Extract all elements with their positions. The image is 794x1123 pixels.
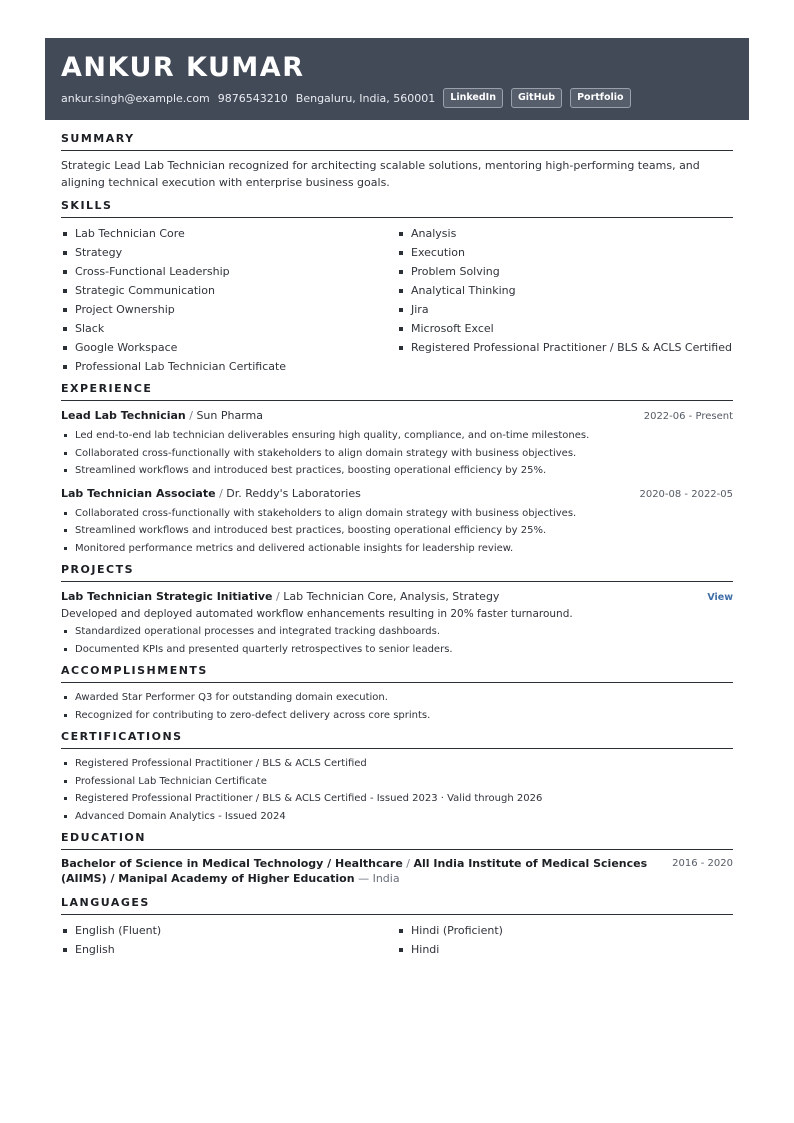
skill-item [397,224,733,243]
skill-item [61,300,397,319]
skill-item [397,243,733,262]
job-dates: 2022-06 - Present [643,411,733,422]
bullet-icon [63,270,67,274]
job-role: Lead Lab Technician [61,409,186,422]
education-entry [61,856,733,886]
job-entry [61,407,733,480]
linkedin-link[interactable]: LinkedIn [443,88,503,108]
section-title: LANGUAGES [61,896,733,915]
bullet-icon [64,547,67,550]
accomplishment-item [61,689,733,707]
bullet-icon [399,232,403,236]
job-dates: 2020-08 - 2022-05 [639,488,733,500]
skill-label: Analysis [411,227,457,240]
bullet-icon [64,714,67,717]
bullet-icon [399,251,403,255]
project-view-link[interactable]: View [707,592,733,603]
language-item [61,940,397,959]
bullet-icon [64,648,67,651]
languages-column-right [397,921,733,959]
bullet-text: Registered Professional Practitioner / BLS & ACLS Certified [75,758,367,769]
language-label: Hindi [411,943,440,956]
bullet-text: Streamlined workflows and introduced best practices, boosting operational efficiency by 25%. [75,465,547,476]
bullet-icon [64,762,67,765]
bullet-icon [64,797,67,800]
skill-label: Problem Solving [411,265,500,278]
project-header [61,588,733,606]
education-dates: 2016 - 2020 [672,858,733,869]
summary-section [61,132,733,191]
job-bullet [61,462,733,480]
bullet-text: Recognized for contributing to zero-defect delivery across core sprints. [75,709,431,721]
experience-section [61,382,733,557]
languages-grid [61,921,733,959]
education-section [61,831,733,886]
skill-label: Execution [411,246,465,259]
skills-grid [61,224,733,376]
bullet-icon [64,434,67,437]
skill-label: Strategy [75,246,123,259]
skills-column-left [61,224,397,376]
section-title: SKILLS [61,199,733,218]
separator: / [215,486,227,500]
separator: / [402,857,414,870]
skill-label: Microsoft Excel [411,322,494,335]
skill-label: Jira [411,303,429,316]
bullet-text: Streamlined workflows and introduced best practices, boosting operational efficiency by 25%. [75,525,547,536]
skill-item [61,357,397,376]
project-bullet [61,623,733,641]
skills-column-right [397,224,733,376]
bullet-icon [399,929,403,933]
skill-item [397,281,733,300]
languages-section [61,896,733,959]
job-bullet [61,505,733,523]
bullet-icon [63,365,67,369]
skill-label: Google Workspace [75,341,178,354]
bullet-icon [399,346,403,350]
skills-section [61,199,733,376]
separator: / [185,409,197,422]
certification-item [61,773,733,791]
contact-row [61,87,733,109]
separator: / [272,590,284,603]
bullet-icon [64,512,67,515]
degree-name: Bachelor of Science in Medical Technology / Healthcare [61,857,403,870]
accomplishments-section [61,664,733,724]
language-label: English [75,943,115,956]
location-text: Bengaluru, India, 560001 [295,91,436,105]
project-bullet [61,641,733,659]
job-bullet [61,522,733,540]
bullet-text: Monitored performance metrics and delivered actionable insights for leadership review. [75,542,514,554]
skill-label: Analytical Thinking [411,284,516,297]
job-company: Sun Pharma [196,409,263,422]
bullet-text: Standardized operational processes and integrated tracking dashboards. [75,626,441,637]
bullet-icon [64,469,67,472]
section-title: SUMMARY [61,132,733,151]
skill-item [61,338,397,357]
skill-item [397,300,733,319]
skill-label: Registered Professional Practitioner / BLS & ACLS Certified [411,341,732,354]
certification-item [61,755,733,773]
language-item [397,921,733,940]
language-item [61,921,397,940]
job-title-line [61,407,263,424]
section-title: PROJECTS [61,563,733,582]
project-name: Lab Technician Strategic Initiative [61,590,273,603]
github-link[interactable]: GitHub [511,88,562,108]
bullet-icon [63,327,67,331]
project-description: Developed and deployed automated workflow enhancements resulting in 20% faster turnaround. [61,608,573,620]
bullet-icon [64,630,67,633]
skill-item [61,262,397,281]
bullet-icon [63,308,67,312]
section-title: EXPERIENCE [61,382,733,401]
summary-text: Strategic Lead Lab Technician recognized for architecting scalable solutions, mentoring high-performing teams, and aligning technical execution with enterprise business goals. [61,159,700,189]
bullet-icon [63,289,67,293]
skill-label: Project Ownership [75,303,175,316]
skill-item [61,281,397,300]
project-title-line [61,588,499,605]
bullet-icon [399,270,403,274]
job-role: Lab Technician Associate [61,486,216,500]
section-title: ACCOMPLISHMENTS [61,664,733,683]
phone-text: 9876543210 [217,91,288,105]
certification-item [61,808,733,826]
bullet-text: Collaborated cross-functionally with stakeholders to align domain strategy with business objectives. [75,507,577,519]
education-details [61,856,671,886]
section-title: EDUCATION [61,831,733,850]
bullet-icon [64,452,67,455]
language-item [397,940,733,959]
skill-label: Professional Lab Technician Certificate [75,360,287,373]
bullet-icon [399,327,403,331]
portfolio-link[interactable]: Portfolio [570,88,630,108]
job-title-line [61,485,361,502]
job-entry [61,485,733,558]
skill-label: Slack [75,322,105,335]
skill-label: Strategic Communication [75,284,215,297]
skill-item [61,224,397,243]
bullet-text: Documented KPIs and presented quarterly retrospectives to senior leaders. [75,643,453,655]
skill-item [397,319,733,338]
separator: — [354,872,373,885]
bullet-text: Awarded Star Performer Q3 for outstanding domain execution. [75,692,388,703]
school-name: All India Institute of Medical Sciences (AIIMS) / Manipal Academy of Higher Education [61,857,648,885]
bullet-icon [399,948,403,952]
job-header [61,407,733,425]
job-header [61,485,733,503]
bullet-text: Collaborated cross-functionally with stakeholders to align domain strategy with business objectives. [75,447,577,459]
job-bullet [61,540,733,558]
bullet-icon [64,529,67,532]
job-company: Dr. Reddy's Laboratories [226,486,361,500]
bullet-icon [63,232,67,236]
bullet-icon [64,696,67,699]
skill-item [397,338,733,357]
education-location: India [372,872,400,885]
job-bullet [61,445,733,463]
certification-item [61,790,733,808]
bullet-icon [63,251,67,255]
job-bullet [61,427,733,445]
skill-item [397,262,733,281]
candidate-name: ANKUR KUMAR [61,52,305,83]
bullet-text: Professional Lab Technician Certificate [75,775,267,787]
bullet-text: Led end-to-end lab technician deliverables ensuring high quality, compliance, and on-time milestones. [75,430,590,441]
resume-body [61,132,733,965]
bullet-text: Registered Professional Practitioner / BLS & ACLS Certified - Issued 2023 · Valid through 2026 [75,793,543,804]
bullet-icon [399,289,403,293]
skill-item [61,243,397,262]
language-label: Hindi (Proficient) [411,924,503,937]
bullet-icon [399,308,403,312]
section-title: CERTIFICATIONS [61,730,733,749]
resume-header [45,38,749,120]
bullet-icon [63,346,67,350]
projects-section [61,563,733,658]
bullet-text: Advanced Domain Analytics - Issued 2024 [75,810,286,822]
bullet-icon [63,929,67,933]
bullet-icon [64,815,67,818]
skill-item [61,319,397,338]
skill-label: Lab Technician Core [75,227,185,240]
bullet-icon [63,948,67,952]
bullet-icon [64,780,67,783]
accomplishment-item [61,707,733,725]
email-text[interactable]: ankur.singh@example.com [61,91,210,105]
certifications-section [61,730,733,825]
skill-label: Cross-Functional Leadership [75,265,230,278]
project-entry [61,588,733,658]
languages-column-left [61,921,397,959]
language-label: English (Fluent) [75,924,162,937]
project-tech: Lab Technician Core, Analysis, Strategy [283,590,500,603]
